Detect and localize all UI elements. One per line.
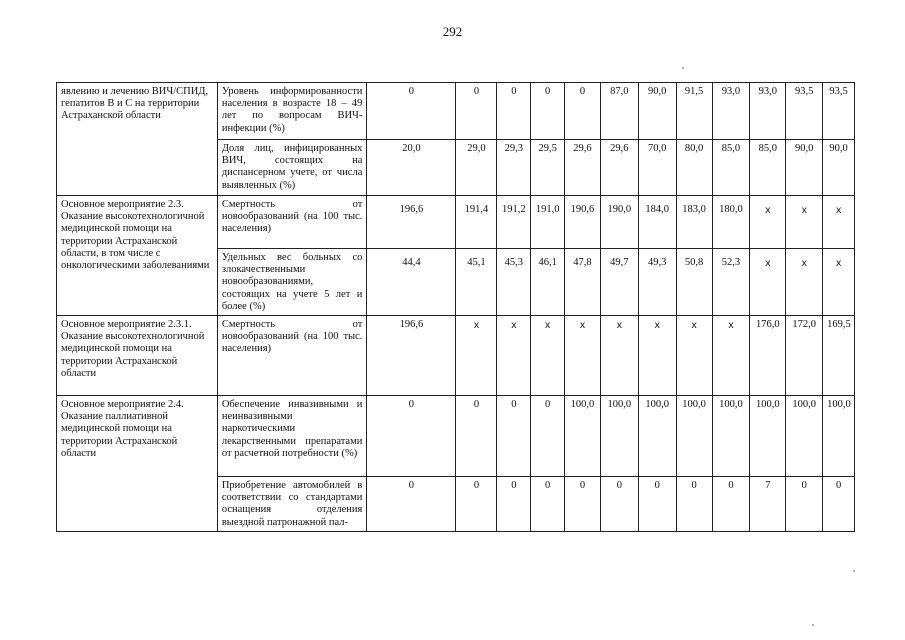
value-cell: х — [750, 249, 786, 316]
value-cell: 180,0 — [712, 196, 750, 249]
value-cell: 52,3 — [712, 249, 750, 316]
value-cell: 29,3 — [497, 140, 531, 196]
value-cell: 169,5 — [823, 316, 855, 396]
value-cell: 85,0 — [750, 140, 786, 196]
indicator-cell: Приобретение автомобилей в соответствии со стандартами оснащения отделения выездной патронажной пал- — [217, 477, 367, 532]
value-cell: 46,1 — [531, 249, 565, 316]
value-cell: 100,0 — [600, 396, 638, 477]
value-cell: 0 — [367, 477, 456, 532]
value-cell: 90,0 — [786, 140, 823, 196]
value-cell: х — [786, 249, 823, 316]
value-cell: 91,5 — [676, 83, 712, 140]
value-cell: 85,0 — [712, 140, 750, 196]
table-row — [57, 396, 855, 477]
indicators-table — [56, 82, 855, 532]
value-cell: 50,8 — [676, 249, 712, 316]
value-cell: 49,3 — [638, 249, 676, 316]
value-cell: 0 — [456, 477, 497, 532]
value-cell: 0 — [497, 477, 531, 532]
value-cell: 176,0 — [750, 316, 786, 396]
value-cell: 191,4 — [456, 196, 497, 249]
value-cell: 100,0 — [712, 396, 750, 477]
value-cell: 0 — [367, 83, 456, 140]
value-cell: 93,0 — [712, 83, 750, 140]
value-cell: х — [676, 316, 712, 396]
value-cell: 0 — [456, 396, 497, 477]
value-cell: 0 — [712, 477, 750, 532]
value-cell: 47,8 — [565, 249, 601, 316]
value-cell: 100,0 — [786, 396, 823, 477]
value-cell: 93,0 — [750, 83, 786, 140]
value-cell: 196,6 — [367, 316, 456, 396]
value-cell: х — [750, 196, 786, 249]
value-cell: 90,0 — [823, 140, 855, 196]
indicator-cell: Смертность от новообразований (на 100 тыс. населения) — [217, 196, 367, 249]
value-cell: 70,0 — [638, 140, 676, 196]
value-cell: х — [638, 316, 676, 396]
value-cell: х — [786, 196, 823, 249]
value-cell: 7 — [750, 477, 786, 532]
scan-speck — [682, 67, 684, 69]
value-cell: 0 — [531, 396, 565, 477]
value-cell: 100,0 — [638, 396, 676, 477]
value-cell: 100,0 — [750, 396, 786, 477]
event-cell: явлению и лечению ВИЧ/СПИД, гепатитов В и С на территории Астраханской области — [57, 83, 218, 196]
value-cell: 191,0 — [531, 196, 565, 249]
value-cell: 184,0 — [638, 196, 676, 249]
value-cell: 0 — [367, 396, 456, 477]
table-row — [57, 316, 855, 396]
value-cell: 0 — [565, 477, 601, 532]
value-cell: х — [565, 316, 601, 396]
indicator-cell: Уровень информированности населения в возрасте 18 – 49 лет по вопросам ВИЧ-инфекции (%) — [217, 83, 367, 140]
value-cell: 49,7 — [600, 249, 638, 316]
value-cell: х — [456, 316, 497, 396]
value-cell: 100,0 — [676, 396, 712, 477]
value-cell: 0 — [531, 83, 565, 140]
value-cell: 100,0 — [823, 396, 855, 477]
value-cell: 80,0 — [676, 140, 712, 196]
value-cell: 29,6 — [565, 140, 601, 196]
value-cell: 93,5 — [786, 83, 823, 140]
value-cell: 29,0 — [456, 140, 497, 196]
event-cell: Основное мероприятие 2.3.1. Оказание высокотехнологичной медицинской помощи на территории Астраханской области — [57, 316, 218, 396]
scan-speck — [812, 624, 814, 626]
value-cell: 0 — [786, 477, 823, 532]
value-cell: 45,3 — [497, 249, 531, 316]
value-cell: 0 — [531, 477, 565, 532]
value-cell: 196,6 — [367, 196, 456, 249]
value-cell: х — [497, 316, 531, 396]
value-cell: 183,0 — [676, 196, 712, 249]
value-cell: 29,5 — [531, 140, 565, 196]
value-cell: 87,0 — [600, 83, 638, 140]
value-cell: 0 — [565, 83, 601, 140]
value-cell: 44,4 — [367, 249, 456, 316]
value-cell: 29,6 — [600, 140, 638, 196]
value-cell: 0 — [676, 477, 712, 532]
value-cell: 172,0 — [786, 316, 823, 396]
table-row — [57, 196, 855, 249]
value-cell: х — [823, 249, 855, 316]
value-cell: х — [823, 196, 855, 249]
indicator-cell: Удельных вес больных со злокачественными новообразованиями, состоящих на учете 5 лет и более (%) — [217, 249, 367, 316]
value-cell: х — [712, 316, 750, 396]
value-cell: 100,0 — [565, 396, 601, 477]
scan-speck — [853, 570, 855, 572]
value-cell: х — [600, 316, 638, 396]
value-cell: 0 — [456, 83, 497, 140]
value-cell: 0 — [823, 477, 855, 532]
event-cell: Основное мероприятие 2.3. Оказание высокотехнологичной медицинской помощи на территории Астраханской области, в том числе с онкологическими заболеваниями — [57, 196, 218, 316]
value-cell: 190,0 — [600, 196, 638, 249]
value-cell: 0 — [497, 83, 531, 140]
value-cell: х — [531, 316, 565, 396]
value-cell: 0 — [638, 477, 676, 532]
table-row — [57, 83, 855, 140]
value-cell: 0 — [600, 477, 638, 532]
value-cell: 90,0 — [638, 83, 676, 140]
value-cell: 190,6 — [565, 196, 601, 249]
value-cell: 191,2 — [497, 196, 531, 249]
indicator-cell: Доля лиц, инфицированных ВИЧ, состоящих на диспансерном учете, от числа выявленных (%) — [217, 140, 367, 196]
value-cell: 20,0 — [367, 140, 456, 196]
indicator-cell: Смертность от новообразований (на 100 тыс. населения) — [217, 316, 367, 396]
event-cell: Основное мероприятие 2.4. Оказание паллиативной медицинской помощи на территории Астраханской области — [57, 396, 218, 532]
value-cell: 93,5 — [823, 83, 855, 140]
page-number: 292 — [442, 24, 463, 39]
value-cell: 45,1 — [456, 249, 497, 316]
value-cell: 0 — [497, 396, 531, 477]
indicator-cell: Обеспечение инвазивными и неинвазивными наркотическими лекарственными препаратами от расчетной потребности (%) — [217, 396, 367, 477]
